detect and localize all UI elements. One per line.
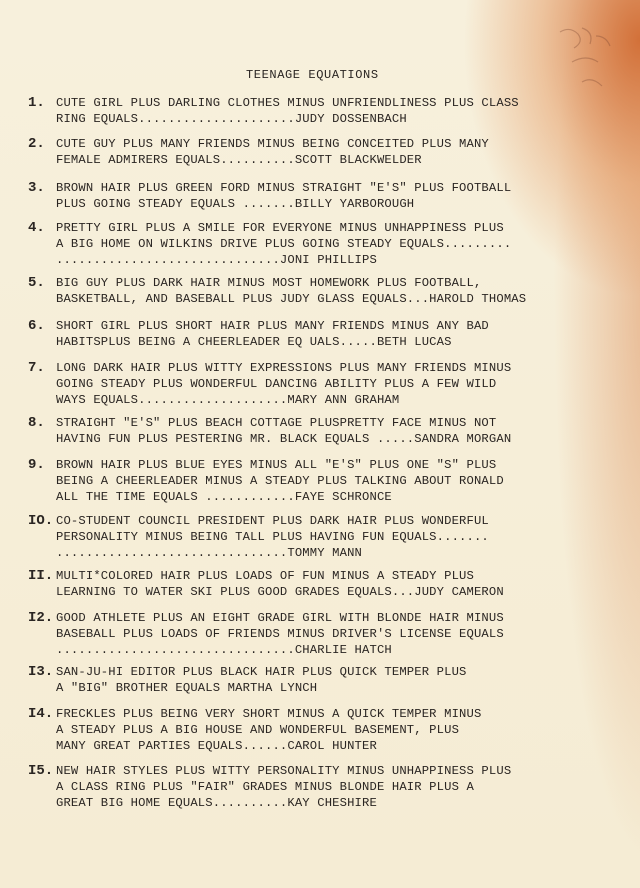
equation-number: 9.	[28, 457, 45, 473]
page-title: TEENAGE EQUATIONS	[246, 68, 379, 82]
equation-text: STRAIGHT "E'S" PLUS BEACH COTTAGE PLUSPRETTY FACE MINUS NOT HAVING FUN PLUS PESTERING MR. BLACK EQUALS .....SANDRA MORGAN	[56, 416, 512, 446]
equation-number: 3.	[28, 180, 45, 196]
equation-text: BROWN HAIR PLUS GREEN FORD MINUS STRAIGHT "E'S" PLUS FOOTBALL PLUS GOING STEADY EQUALS .......BILLY YARBOROUGH	[56, 181, 512, 211]
equation-number: IO.	[28, 513, 54, 529]
equation-number: 4.	[28, 220, 45, 236]
equation-text: CUTE GIRL PLUS DARLING CLOTHES MINUS UNFRIENDLINESS PLUS CLASS RING EQUALS.....................JUDY DOSSENBACH	[56, 96, 519, 126]
equation-text: NEW HAIR STYLES PLUS WITTY PERSONALITY MINUS UNHAPPINESS PLUS A CLASS RING PLUS "FAIR" GRADES MINUS BLONDE HAIR PLUS A GREAT BIG HOME EQUALS..........KAY CHESHIRE	[56, 764, 512, 810]
equation-number: I3.	[28, 664, 54, 680]
equation-number: 8.	[28, 415, 45, 431]
equation-text: SAN-JU-HI EDITOR PLUS BLACK HAIR PLUS QUICK TEMPER PLUS A "BIG" BROTHER EQUALS MARTHA LYNCH	[56, 665, 467, 695]
equation-text: CUTE GUY PLUS MANY FRIENDS MINUS BEING CONCEITED PLUS MANY FEMALE ADMIRERS EQUALS..........SCOTT BLACKWELDER	[56, 137, 489, 167]
equation-text: GOOD ATHLETE PLUS AN EIGHT GRADE GIRL WITH BLONDE HAIR MINUS BASEBALL PLUS LOADS OF FRIENDS MINUS DRIVER'S LICENSE EQUALS ................................CHARLIE HATCH	[56, 611, 504, 657]
equation-number: 6.	[28, 318, 45, 334]
equation-text: SHORT GIRL PLUS SHORT HAIR PLUS MANY FRIENDS MINUS ANY BAD HABITSPLUS BEING A CHEERLEADER EQ UALS.....BETH LUCAS	[56, 319, 489, 349]
equation-number: 1.	[28, 95, 45, 111]
equation-number: 5.	[28, 275, 45, 291]
equation-number: II.	[28, 568, 54, 584]
equation-number: I5.	[28, 763, 54, 779]
equation-number: 2.	[28, 136, 45, 152]
equation-text: CO-STUDENT COUNCIL PRESIDENT PLUS DARK HAIR PLUS WONDERFUL PERSONALITY MINUS BEING TALL PLUS HAVING FUN EQUALS....... ...............................TOMMY MANN	[56, 514, 489, 560]
equation-number: I2.	[28, 610, 54, 626]
equation-text: FRECKLES PLUS BEING VERY SHORT MINUS A QUICK TEMPER MINUS A STEADY PLUS A BIG HOUSE AND WONDERFUL BASEMENT, PLUS MANY GREAT PARTIES EQUALS......CAROL HUNTER	[56, 707, 482, 753]
equation-text: LONG DARK HAIR PLUS WITTY EXPRESSIONS PLUS MANY FRIENDS MINUS GOING STEADY PLUS WONDERFUL DANCING ABILITY PLUS A FEW WILD WAYS EQUALS....................MARY ANN GRAHAM	[56, 361, 512, 407]
equation-text: BROWN HAIR PLUS BLUE EYES MINUS ALL "E'S" PLUS ONE "S" PLUS BEING A CHEERLEADER MINUS A STEADY PLUS TALKING ABOUT RONALD ALL THE TIME EQUALS ............FAYE SCHRONCE	[56, 458, 504, 504]
equation-number: I4.	[28, 706, 54, 722]
equation-text: MULTI*COLORED HAIR PLUS LOADS OF FUN MINUS A STEADY PLUS LEARNING TO WATER SKI PLUS GOOD GRADES EQUALS...JUDY CAMERON	[56, 569, 504, 599]
equation-number: 7.	[28, 360, 45, 376]
equation-text: PRETTY GIRL PLUS A SMILE FOR EVERYONE MINUS UNHAPPINESS PLUS A BIG HOME ON WILKINS DRIVE PLUS GOING STEADY EQUALS......... ..............................JONI PHILLIPS	[56, 221, 512, 267]
equation-text: BIG GUY PLUS DARK HAIR MINUS MOST HOMEWORK PLUS FOOTBALL, BASKETBALL, AND BASEBALL PLUS JUDY GLASS EQUALS...HAROLD THOMAS	[56, 276, 527, 306]
